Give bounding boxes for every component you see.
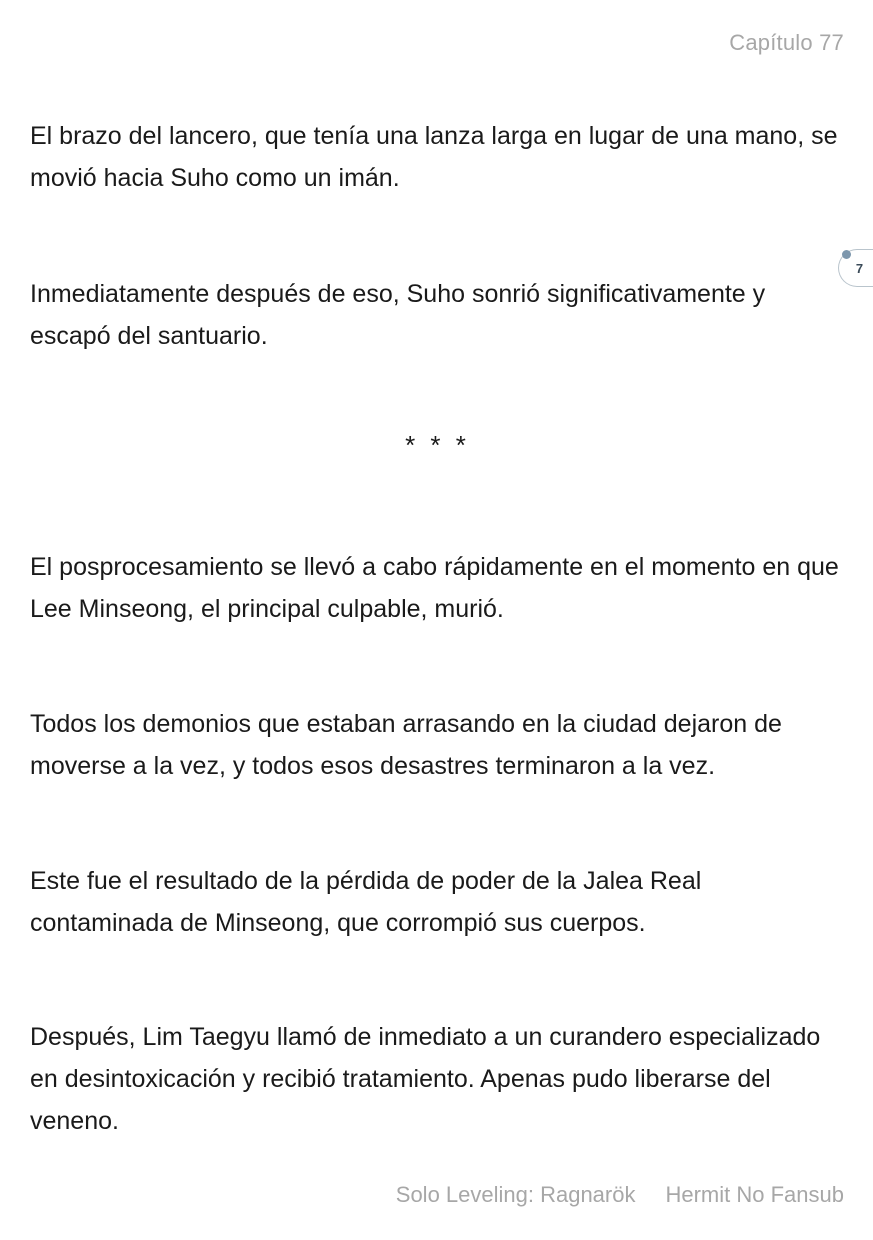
paragraph-3: El posprocesamiento se llevó a cabo rápidamente en el momento en que Lee Minseong, el principal culpable, murió. (30, 553, 839, 623)
paragraph-4: Todos los demonios que estaban arrasando en la ciudad dejaron de moverse a la vez, y todos esos desastres terminaron a la vez. (30, 710, 782, 780)
book-title: Solo Leveling: Ragnarök (395, 1182, 636, 1207)
paragraph-6: Después, Lim Taegyu llamó de inmediato a un curandero especializado en desintoxicación y recibió tratamiento. Apenas pudo liberarse del veneno. (30, 1023, 821, 1135)
chapter-title: Capítulo 77 (729, 30, 844, 55)
translator-credit: Hermit No Fansub (665, 1182, 844, 1207)
paragraph-2: Inmediatamente después de eso, Suho sonrió significativamente y escapó del santuario. (30, 280, 766, 350)
scene-separator: * * * (405, 430, 470, 460)
page-number: 7 (855, 260, 864, 276)
paragraph-1: El brazo del lancero, que tenía una lanza larga en lugar de una mano, se movió hacia Suho como un imán. (30, 122, 838, 192)
page-footer (396, 1182, 844, 1208)
bookmark-dot-icon (842, 250, 851, 259)
paragraph-5: Este fue el resultado de la pérdida de poder de la Jalea Real contaminada de Minseong, que corrompió sus cuerpos. (30, 867, 702, 937)
